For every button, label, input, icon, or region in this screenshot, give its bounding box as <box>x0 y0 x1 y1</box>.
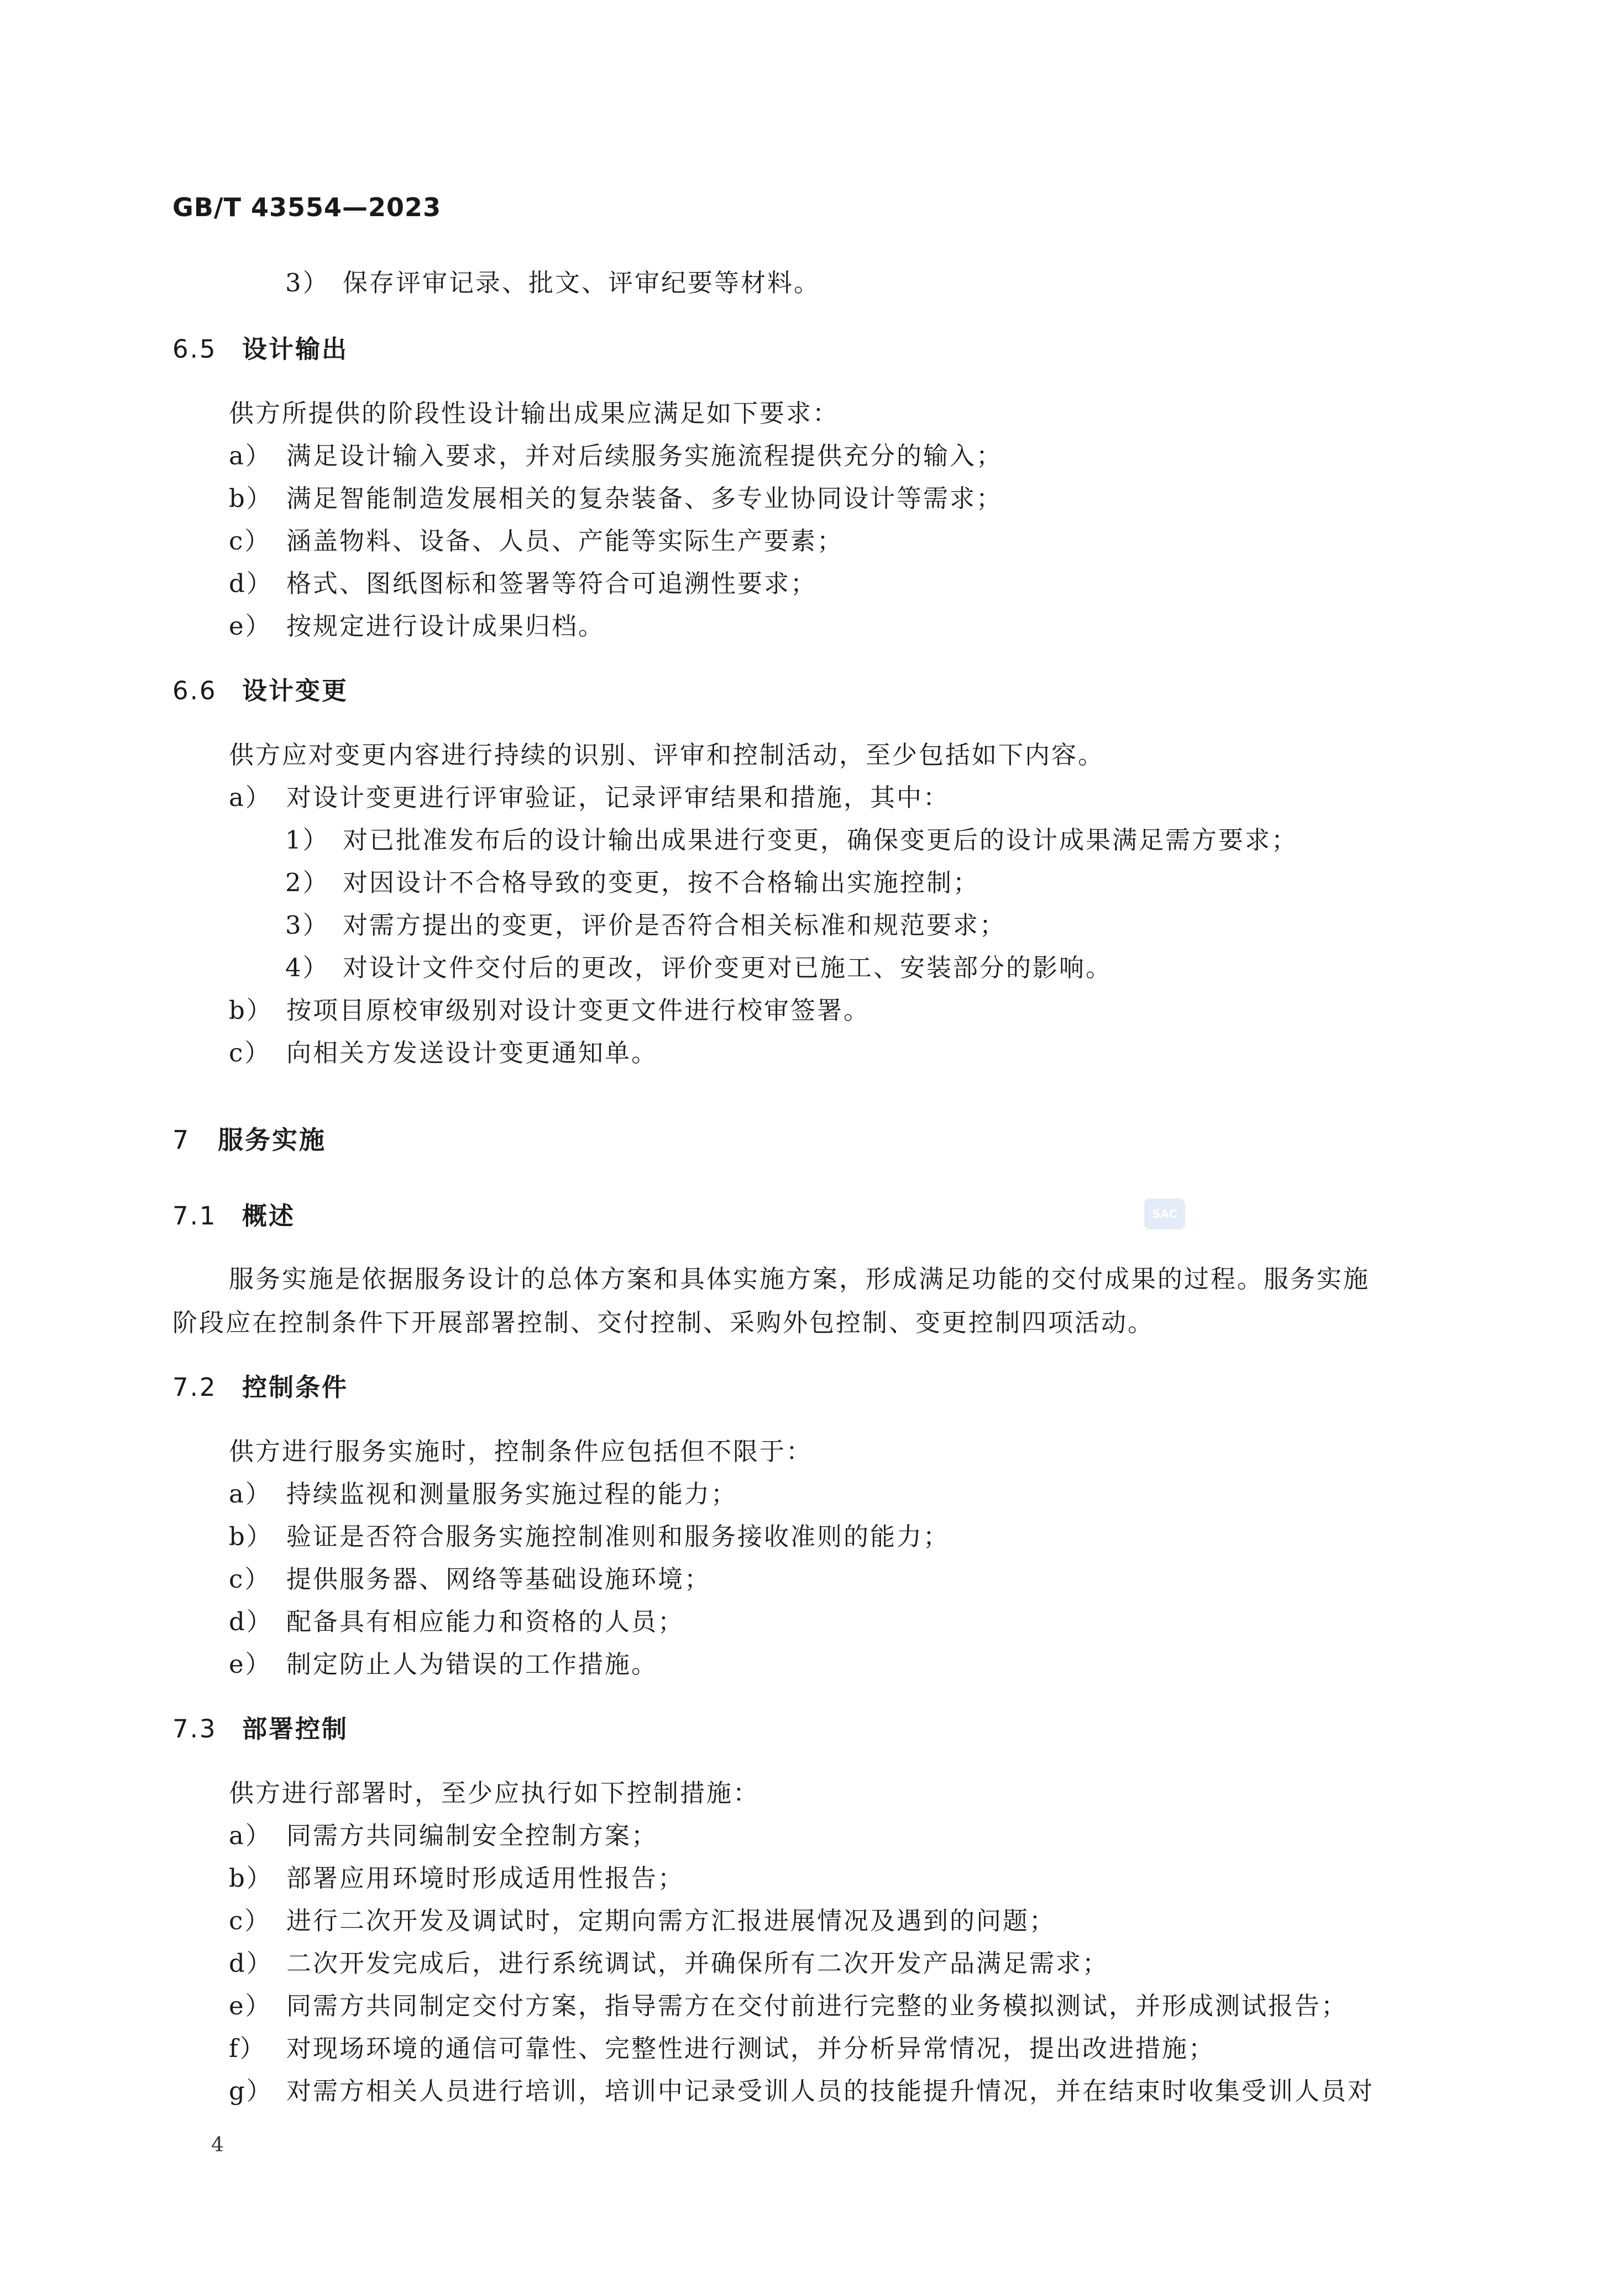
sec7-3-item-d <box>229 1948 1109 1979</box>
section-title: 部署控制 <box>242 1714 349 1744</box>
sec7-3-item-c <box>229 1905 1056 1936</box>
sec7-3-item-e <box>229 1991 1348 2022</box>
sec7-2-heading <box>172 1372 348 1403</box>
sec6-5-heading <box>172 334 348 365</box>
item-text: 保存评审记录、批文、评审纪要等材料。 <box>343 268 821 297</box>
sec6-6-subitem-2 <box>285 867 979 898</box>
sec7-1-paragraph: 服务实施是依据服务设计的总体方案和具体实施方案，形成满足功能的交付成果的过程。服务实施阶段应在控制条件下开展部署控制、交付控制、采购外包控制、变更控制四项活动。 <box>172 1264 1370 1337</box>
item-text: 对需方提出的变更，评价是否符合相关标准和规范要求； <box>343 910 1007 940</box>
item-label: a） <box>229 441 272 470</box>
sec7-1-heading <box>172 1201 295 1232</box>
item-label: c） <box>229 1564 271 1594</box>
item-label: e） <box>229 1650 272 1679</box>
section-number: 6.5 <box>172 334 217 364</box>
item-text: 向相关方发送设计变更通知单。 <box>286 1038 658 1067</box>
item-label: a） <box>229 783 272 812</box>
item-text: 对现场环境的通信可靠性、完整性进行测试，并分析异常情况，提出改进措施； <box>286 2034 1216 2063</box>
item-label: b） <box>229 1522 273 1551</box>
item-label: 1） <box>285 825 329 855</box>
sec7-3-item-b <box>229 1863 684 1894</box>
sec6-5-item-c <box>229 526 844 557</box>
item-text: 同需方共同编制安全控制方案； <box>286 1821 658 1850</box>
item-label: c） <box>229 1906 271 1935</box>
sec7-2-item-c <box>229 1564 711 1595</box>
section-title: 设计变更 <box>242 676 349 705</box>
sec6-6-subitem-4 <box>285 952 1112 983</box>
section-number: 7.3 <box>172 1714 217 1744</box>
sec7-2-intro: 供方进行服务实施时，控制条件应包括但不限于： <box>229 1437 813 1466</box>
item-label: d） <box>229 569 273 598</box>
sec6-6-item-c <box>229 1038 658 1069</box>
item-label: 3） <box>285 268 329 297</box>
sec6-5-item-a <box>229 441 1003 472</box>
sec7-3-item-f <box>229 2033 1215 2064</box>
sec7-2-item-d <box>229 1606 684 1637</box>
item-label: b） <box>229 1863 273 1893</box>
sec6-5-intro: 供方所提供的阶段性设计输出成果应满足如下要求： <box>229 399 840 428</box>
sec7-2-item-e <box>229 1649 658 1680</box>
item-text: 部署应用环境时形成适用性报告； <box>286 1863 685 1893</box>
item-label: 3） <box>285 910 329 940</box>
item-label: b） <box>229 996 273 1025</box>
standard-code-header: GB/T 43554—2023 <box>172 192 442 222</box>
section-number: 7.1 <box>172 1201 217 1231</box>
sec6-6-item-a <box>229 782 950 813</box>
item-text: 按项目原校审级别对设计变更文件进行校审签署。 <box>286 996 871 1025</box>
item-label: a） <box>229 1479 272 1509</box>
item-text: 对需方相关人员进行培训，培训中记录受训人员的技能提升情况，并在结束时收集受训人员对 <box>286 2076 1375 2106</box>
section-title: 控制条件 <box>242 1373 349 1402</box>
sec7-heading <box>172 1124 326 1155</box>
item-text: 制定防止人为错误的工作措施。 <box>286 1650 658 1679</box>
sec7-3-item-a <box>229 1820 658 1851</box>
sec6-6-heading <box>172 676 348 706</box>
item-label: b） <box>229 484 273 513</box>
sec6-5-item-d <box>229 568 817 599</box>
item-label: e） <box>229 611 272 641</box>
item-text: 提供服务器、网络等基础设施环境； <box>286 1564 711 1594</box>
sec7-2-item-b <box>229 1521 950 1552</box>
item-label: f） <box>229 2034 266 2063</box>
item-text: 满足设计输入要求，并对后续服务实施流程提供充分的输入； <box>286 441 1003 470</box>
sec6-6-subitem-1 <box>285 825 1298 856</box>
item-text: 涵盖物料、设备、人员、产能等实际生产要素； <box>286 526 844 556</box>
sec7-3-intro: 供方进行部署时，至少应执行如下控制措施： <box>229 1778 760 1808</box>
item-text: 对设计变更进行评审验证，记录评审结果和措施，其中： <box>286 783 950 812</box>
sec6-6-intro: 供方应对变更内容进行持续的识别、评审和控制活动，至少包括如下内容。 <box>229 740 1105 769</box>
item-label: 4） <box>285 953 329 982</box>
item-label: c） <box>229 526 271 556</box>
chapter-title: 服务实施 <box>218 1125 326 1155</box>
sec6-4-item-3 <box>285 268 820 299</box>
item-text: 进行二次开发及调试时，定期向需方汇报进展情况及遇到的问题； <box>286 1906 1056 1935</box>
item-label: d） <box>229 1949 273 1978</box>
sec6-5-item-b <box>229 483 1003 514</box>
item-text: 对设计文件交付后的更改，评价变更对已施工、安装部分的影响。 <box>343 953 1113 982</box>
section-title: 概述 <box>242 1201 296 1231</box>
chapter-number: 7 <box>172 1125 191 1155</box>
sec6-5-item-e <box>229 611 605 642</box>
sec6-6-subitem-3 <box>285 910 1006 941</box>
section-number: 6.6 <box>172 676 217 705</box>
item-text: 持续监视和测量服务实施过程的能力； <box>286 1479 738 1509</box>
sac-watermark-logo: SAC <box>1144 1198 1185 1229</box>
item-text: 满足智能制造发展相关的复杂装备、多专业协同设计等需求； <box>286 484 1003 513</box>
item-label: g） <box>229 2076 273 2106</box>
item-text: 验证是否符合服务实施控制准则和服务接收准则的能力； <box>286 1522 950 1551</box>
item-text: 格式、图纸图标和签署等符合可追溯性要求； <box>286 569 818 598</box>
section-title: 设计输出 <box>242 334 349 364</box>
item-text: 二次开发完成后，进行系统调试，并确保所有二次开发产品满足需求； <box>286 1949 1109 1978</box>
item-label: c） <box>229 1038 271 1067</box>
item-text: 按规定进行设计成果归档。 <box>286 611 605 641</box>
sec7-3-item-g <box>229 2076 1374 2107</box>
item-label: d） <box>229 1607 273 1636</box>
item-text: 配备具有相应能力和资格的人员； <box>286 1607 685 1636</box>
item-label: a） <box>229 1821 272 1850</box>
sec7-2-item-a <box>229 1479 737 1510</box>
item-text: 对因设计不合格导致的变更，按不合格输出实施控制； <box>343 868 980 897</box>
section-number: 7.2 <box>172 1373 217 1402</box>
item-label: 2） <box>285 868 329 897</box>
item-label: e） <box>229 1991 272 2020</box>
sec7-3-heading <box>172 1714 348 1745</box>
page-number: 4 <box>211 2134 224 2156</box>
sec6-6-item-b <box>229 995 870 1026</box>
item-text: 对已批准发布后的设计输出成果进行变更，确保变更后的设计成果满足需方要求； <box>343 825 1298 855</box>
item-text: 同需方共同制定交付方案，指导需方在交付前进行完整的业务模拟测试，并形成测试报告； <box>286 1991 1348 2020</box>
